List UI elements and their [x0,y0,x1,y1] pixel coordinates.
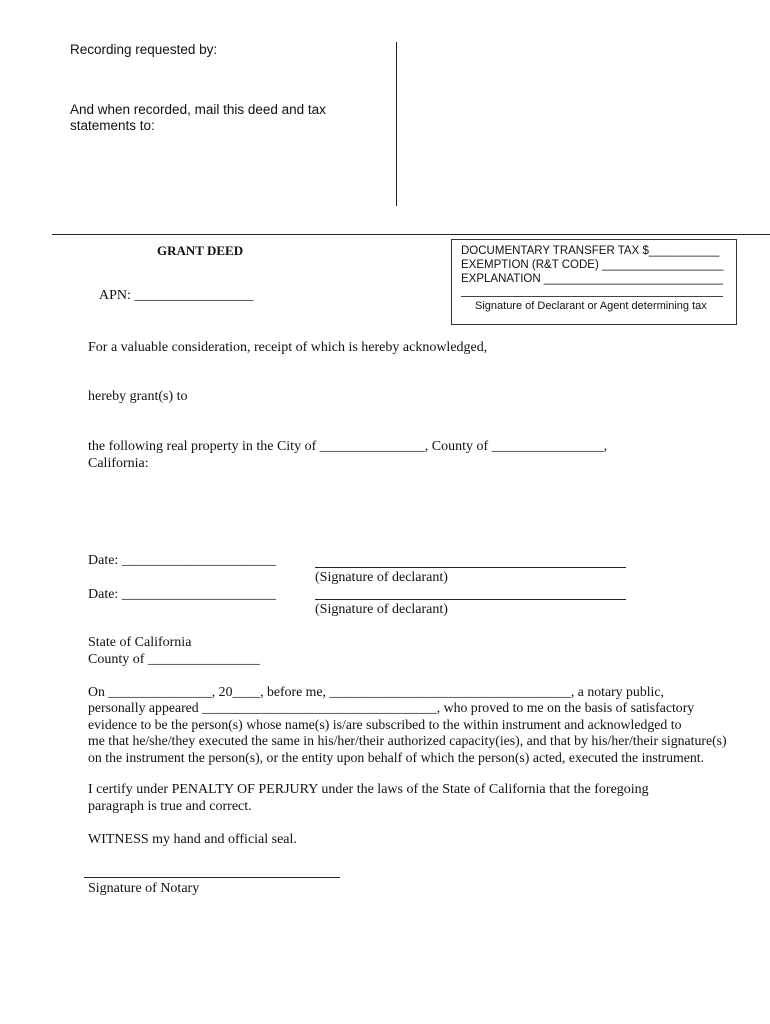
notary-state: State of California [88,635,192,650]
transfer-tax-line: DOCUMENTARY TRANSFER TAX $___________ [461,245,720,257]
transfer-tax-box [451,239,737,325]
declarant-signature-label-2: (Signature of declarant) [315,602,448,617]
acknowledgment-line2: personally appeared __________________________________, who proved to me on the basis of satisfactory [88,700,695,715]
exemption-code-line: EXEMPTION (R&T CODE) ___________________ [461,259,724,271]
header-divider-vertical [396,42,397,206]
deed-title: GRANT DEED [157,243,244,258]
declarant-signature-label-1: (Signature of declarant) [315,570,448,585]
declarant-signature-line-1 [315,567,626,568]
header-divider-horizontal [52,234,770,235]
date-field-2: Date: ______________________ [88,587,276,602]
explanation-line: EXPLANATION ____________________________ [461,273,723,285]
acknowledgment-line4: me that he/she/they executed the same in his/her/their authorized capacity(ies), and that by his/her/their signature(s) [88,733,727,748]
acknowledgment-line5: on the instrument the person(s), or the entity upon behalf of which the person(s) acted, executed the instrument. [88,750,705,765]
declarant-signature-line-2 [315,599,626,600]
grants-text: hereby grant(s) to [88,389,188,404]
mail-to-label-line2: statements to: [70,118,155,133]
notary-signature-line [84,877,340,878]
notary-county: County of ________________ [88,652,260,667]
mail-to-label-line1: And when recorded, mail this deed and tax [70,102,326,117]
recording-requested-label: Recording requested by: [70,42,218,57]
acknowledgment-line3: evidence to be the person(s) whose name(s) is/are subscribed to the within instrument and acknowledged to [88,717,682,732]
perjury-line2: paragraph is true and correct. [88,799,252,814]
witness-statement: WITNESS my hand and official seal. [88,832,297,847]
apn-field: APN: _________________ [99,288,254,303]
perjury-line1: I certify under PENALTY OF PERJURY under the laws of the State of California that the foregoing [88,782,649,797]
property-text-line2: California: [88,456,149,471]
tax-signature-label: Signature of Declarant or Agent determining tax [475,300,707,312]
property-text-line1: the following real property in the City of _______________, County of ________________, [88,439,608,454]
consideration-text: For a valuable consideration, receipt of which is hereby acknowledged, [88,340,488,355]
acknowledgment-line1: On _______________, 20____, before me, ___________________________________, a notary public, [88,684,664,699]
notary-signature-label: Signature of Notary [88,881,200,896]
date-field-1: Date: ______________________ [88,553,276,568]
tax-signature-line [461,296,723,297]
